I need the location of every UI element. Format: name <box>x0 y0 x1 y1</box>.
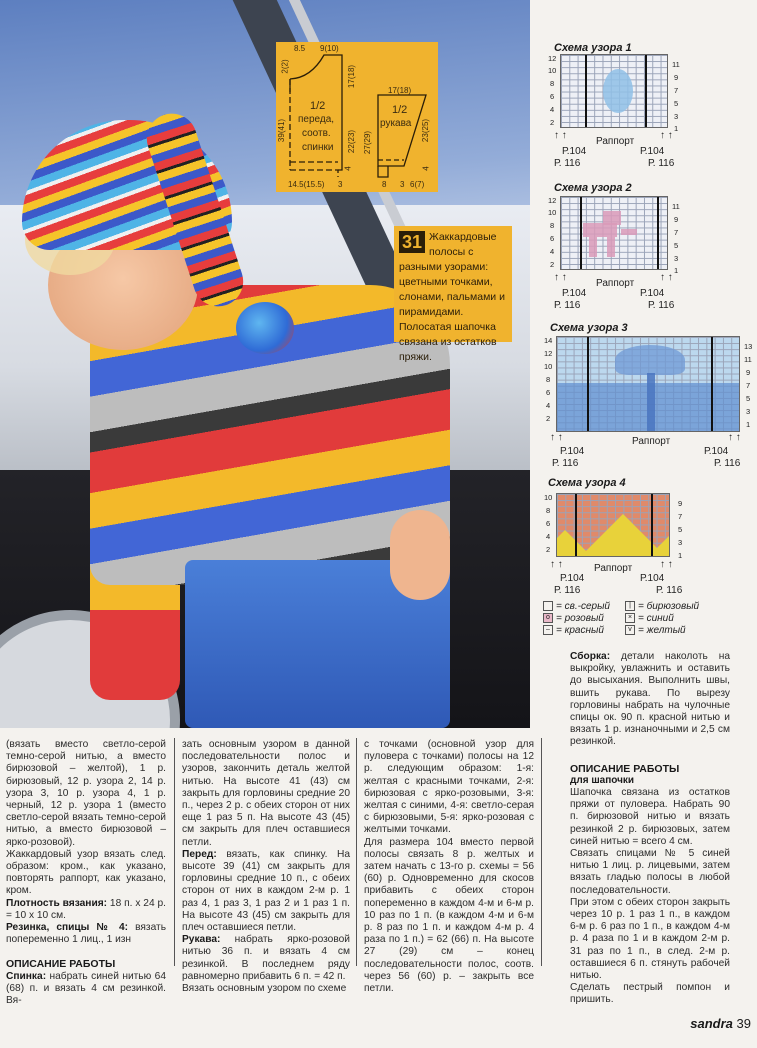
tick: 5 <box>678 525 683 534</box>
pattern-schematic <box>276 42 438 192</box>
arrow-icon: ↑ ↑ <box>660 272 673 283</box>
size-104-left: Р.104 <box>562 146 587 157</box>
motif-elephant-leg <box>607 237 615 257</box>
tick: 8 <box>546 506 551 515</box>
hat-paragraph-3: При этом с обеих сторон закрыть через 10 р. 1 раз 1 п., в каждом 6-м р. 6 раз по 1 п., в каждом 4-м р. 4 раза по 1 и в каждом 2-м р. 31 раз по 1 п., в след. 2-м р. оставшиеся 6 п. стянуть рабочей нитью. <box>570 896 730 982</box>
tick: 11 <box>672 202 680 211</box>
size-116-right: Р. 116 <box>648 300 675 311</box>
dim-left-height: 39(41) <box>277 118 287 143</box>
tick: 14 <box>544 336 553 345</box>
rapport-line-right <box>657 197 659 269</box>
photo-child-sweater <box>0 0 530 728</box>
text-column-2 <box>182 739 350 995</box>
motif-palm-trunk <box>647 373 655 432</box>
arrow-icon: ↑ ↑ <box>660 130 673 141</box>
magazine-brand: sandra <box>690 1016 733 1031</box>
tick: 10 <box>548 66 557 75</box>
arrow-icon: ↑ ↑ <box>554 272 567 283</box>
chart-pattern-3 <box>544 322 753 469</box>
tick: 3 <box>746 407 751 416</box>
rapport-label: Раппорт <box>596 136 635 147</box>
legend-item-turquoise: | = бирюзовый <box>625 601 699 612</box>
col2-paragraph-1: зать основным узором в данной последовательности полос и узоров, закончить деталь желтой нитью. На высоте 41 (43) см закрыть для горловины средние 20 п., через 2 р. с обеих сторон от них еще 1 раз 5 п. На высоте 43 (45) см закрыть для плеч оставшиеся петли. <box>182 739 350 848</box>
column-divider <box>356 738 357 966</box>
column-divider <box>541 738 542 966</box>
tick: 12 <box>548 54 557 63</box>
hat-pompom <box>236 302 294 354</box>
page-footer <box>690 1016 751 1031</box>
legend-item-blue: × = синий <box>625 613 674 624</box>
size-116-left: Р. 116 <box>554 585 581 596</box>
tick: 1 <box>678 551 683 560</box>
col1-paragraph-1: (вязать вместо светло-серой темно-серой нитью, а вместо бирюзовой – желтой), 1 р. бирюзовый, 12 р. узора 2, 14 р. узора 3, 10 р. узора 4, 1 р. черный, 12 р. узора 1 (вместо светло-серой вязать темно-серой нитью, а вместо бирюзовой – ярко-розовой). <box>6 739 166 848</box>
size-104-right: Р.104 <box>704 446 729 457</box>
back-paragraph: Спинка: набрать синей нитью 64 (68) п. и вязать 4 см резинкой. Вя- <box>6 970 166 1007</box>
arrow-icon: ↑ ↑ <box>554 130 567 141</box>
sleeve-label: рукава <box>380 118 412 129</box>
dim-top-right: 9(10) <box>320 44 339 53</box>
tick: 9 <box>674 215 679 224</box>
text-column-1 <box>6 739 166 1007</box>
chart-title: Схема узора 3 <box>550 322 628 334</box>
label-front: переда, <box>298 114 335 125</box>
chart-title: Схема узора 1 <box>554 42 632 54</box>
circle-square-icon: o <box>543 613 553 623</box>
size-104-left: Р.104 <box>560 573 585 584</box>
legend-item-light-gray: = св.-серый <box>543 601 610 612</box>
tick: 3 <box>674 112 679 121</box>
tick: 2 <box>546 414 551 423</box>
sleeve-dim-right: 23(25) <box>421 118 431 143</box>
size-104-left: Р.104 <box>562 288 587 299</box>
tick: 4 <box>546 401 551 410</box>
rapport-label: Раппорт <box>596 278 635 289</box>
arrow-icon: ↑ ↑ <box>728 432 741 443</box>
assembly-paragraph: Сборка: детали наколоть на выкройку, увлажнить и оставить до высыхания. Выполнить швы, вшить рукава. По вырезу горловины набрать на чулочные спицы ок. 90 п. красной нитью и вязать 1 р. изнаночными и 2,5 см резинкой. <box>570 651 730 748</box>
model-number: 31 <box>399 231 425 253</box>
tick: 5 <box>674 241 679 250</box>
tick: 4 <box>546 532 551 541</box>
rapport-line-left <box>585 55 587 127</box>
section-heading: ОПИСАНИЕ РАБОТЫ <box>570 762 680 775</box>
dim-left-small: 2(2) <box>280 59 290 74</box>
label-half: 1/2 <box>310 100 326 112</box>
tick: 13 <box>744 342 753 351</box>
col3-paragraph-2: Для размера 104 вместо первой полосы связать 8 р. желтых и затем начать с 13-го р. схемы = 56 (60) р. Одновременно для скосов прибавить с обеих сторон попеременно в каждом 4-м и 6-м р. 10 раз по 1 п. (в каждом 4-м и 6-м р. 8 раз по 1 п. и каждом 4-м р. 4 раза по 1 п.) = 62 (66) п. На высоте 27 (29) см – конец последовательности полос, соотв. через 56 (60) р. – закрыть все петли. <box>364 836 534 995</box>
chart-pattern-1 <box>548 42 698 172</box>
text-column-3 <box>364 739 534 995</box>
tick: 6 <box>550 234 555 243</box>
legend-item-red: – = красный <box>543 625 604 636</box>
sleeve-dim-bottom-mid: 3 <box>400 180 405 189</box>
motif-palm-crown <box>615 345 685 375</box>
tick: 2 <box>550 260 555 269</box>
tick: 10 <box>548 208 557 217</box>
sleeve-dim-bottom-left: 8 <box>382 180 387 189</box>
legend-item-pink: o = розовый <box>543 613 604 624</box>
sleeve-dim-rib: 4 <box>421 166 431 171</box>
size-116-right: Р. 116 <box>648 158 675 169</box>
tick: 10 <box>544 362 553 371</box>
size-116-left: Р. 116 <box>554 158 581 169</box>
rapport-label: Раппорт <box>594 563 633 574</box>
dash-square-icon: – <box>543 625 553 635</box>
chart-title: Схема узора 4 <box>548 477 626 489</box>
tick: 9 <box>746 368 751 377</box>
rapport-line-right <box>645 55 647 127</box>
tick: 8 <box>550 221 555 230</box>
size-116-left: Р. 116 <box>552 458 579 469</box>
tick: 5 <box>746 394 751 403</box>
col2-paragraph-last: Вязать основным узором по схеме <box>182 983 347 995</box>
size-104-left: Р.104 <box>560 446 585 457</box>
label-back: спинки <box>302 142 334 153</box>
size-104-right: Р.104 <box>640 146 665 157</box>
tick: 5 <box>674 99 679 108</box>
chart-pattern-2 <box>548 182 698 312</box>
column-divider <box>174 738 175 966</box>
tick: 6 <box>550 92 555 101</box>
chart-title: Схема узора 2 <box>554 182 632 194</box>
cross-square-icon: × <box>625 613 635 623</box>
dim-right-lower: 22(23) <box>347 129 357 154</box>
front-paragraph: Перед: вязать, как спинку. На высоте 39 (41) см закрыть для горловины средние 10 п., с обеих сторон от них в каждом 2-м р. 1 раз 4, 1 раз 3, 1 раз 2 и 1 раз 1 п. На высоте 43 (45) см закрыть для плеч оставшиеся петли. <box>182 848 350 934</box>
tick: 2 <box>550 118 555 127</box>
v-square-icon: v <box>625 625 635 635</box>
chart-grid <box>556 336 740 432</box>
tick: 11 <box>744 355 752 364</box>
hand <box>390 510 450 600</box>
dim-top-left: 8.5 <box>294 44 306 53</box>
tick: 4 <box>550 247 555 256</box>
tick: 11 <box>672 60 680 69</box>
label-corresponding: соотв. <box>302 128 331 139</box>
arrow-icon: ↑ ↑ <box>660 559 673 570</box>
arrow-icon: ↑ ↑ <box>550 432 563 443</box>
legend-item-yellow: v = желтый <box>625 625 686 636</box>
rapport-line-left <box>580 197 582 269</box>
sleeve-dim-top: 17(18) <box>388 86 412 95</box>
tick: 3 <box>678 538 683 547</box>
tick: 12 <box>548 196 557 205</box>
tick: 6 <box>546 388 551 397</box>
tick: 7 <box>746 381 751 390</box>
tick: 8 <box>546 375 551 384</box>
caption-text: Жаккардовые полосы с разными узорами: цветными точками, слонами, пальмами и пирамидами. Полосатая шапочка связана из остатков пряжи. <box>399 231 505 363</box>
dim-right-rib: 4 <box>343 166 353 171</box>
motif-elephant-leg <box>589 237 597 257</box>
section-subheading: для шапочки <box>570 774 635 786</box>
hat-paragraph-2: Связать спицами № 5 синей нитью 1 лиц. р. лицевыми, затем вязать гладью полосы в любой последовательности. <box>570 848 730 896</box>
dim-bottom: 14.5(15.5) <box>288 180 325 189</box>
motif-elephant-body <box>583 223 617 237</box>
rapport-line-right <box>711 337 713 431</box>
tick: 3 <box>674 254 679 263</box>
tick: 1 <box>746 420 751 429</box>
text-column-4 <box>570 651 730 1007</box>
square-icon <box>543 601 553 611</box>
tick: 1 <box>674 266 679 275</box>
tick: 2 <box>546 545 551 554</box>
size-116-left: Р. 116 <box>554 300 581 311</box>
size-104-right: Р.104 <box>640 288 665 299</box>
rapport-line-left <box>575 494 577 556</box>
tick: 7 <box>674 86 679 95</box>
motif-elephant-head <box>603 211 621 225</box>
section-heading: ОПИСАНИЕ РАБОТЫ <box>6 958 116 971</box>
tick: 7 <box>674 228 679 237</box>
photo-caption <box>394 226 512 363</box>
motif-dot <box>603 69 633 113</box>
motif-elephant-trunk <box>621 229 637 235</box>
tick: 9 <box>678 499 683 508</box>
tick: 7 <box>678 512 683 521</box>
rapport-line-left <box>587 337 589 431</box>
tick: 1 <box>674 124 679 133</box>
tick: 8 <box>550 79 555 88</box>
col1-paragraph-2: Жаккардовый узор вязать след. образом: кром., как указано, повторять раппорт, как указано, кром. <box>6 848 166 897</box>
tick: 9 <box>674 73 679 82</box>
rapport-label: Раппорт <box>632 436 671 447</box>
hat-paragraph-1: Шапочка связана из остатков пряжи от пуловера. Набрать 90 п. бирюзовой нитью и вязать резинкой 2 р. бирюзовых, затем синей нитью = всего 4 см. <box>570 787 730 847</box>
page-number: 39 <box>736 1016 751 1031</box>
dim-right-upper: 17(18) <box>347 64 357 89</box>
col3-paragraph-1: с точками (основной узор для пуловера с точками) полосы на 12 р. следующим образом: 1-я: желтая с красными точками, 2-я: бирюзовая с ярко-розовыми, 3-я: желтая с синими, 4-я: светло-серая с бирюзовыми, 5-я: ярко-розовая с желтыми точками. <box>364 739 534 836</box>
chart-grid <box>560 196 668 270</box>
chart-grid <box>560 54 668 128</box>
tick: 4 <box>550 105 555 114</box>
density-paragraph: Плотность вязания: 18 п. х 24 р. = 10 х 10 см. <box>6 897 166 921</box>
sleeve-dim-left: 27(29) <box>363 130 373 155</box>
sleeves-paragraph: Рукава: набрать ярко-розовой нитью 36 п. и вязать 4 см резинкой. В последнем ряду равномерно прибавить 6 п. = 42 п. <box>182 934 350 982</box>
tick: 10 <box>544 493 553 502</box>
sleeve-label-half: 1/2 <box>392 104 408 116</box>
size-116-right: Р. 116 <box>714 458 741 469</box>
size-116-right: Р. 116 <box>656 585 683 596</box>
tick: 12 <box>544 349 553 358</box>
tick: 6 <box>546 519 551 528</box>
sleeve-dim-bottom-right: 6(7) <box>410 180 425 189</box>
arrow-icon: ↑ ↑ <box>550 559 563 570</box>
size-104-right: Р.104 <box>640 573 665 584</box>
hat-paragraph-4: Сделать пестрый помпон и пришить. <box>570 982 730 1006</box>
rib-paragraph: Резинка, спицы № 4: вязать попеременно 1 лиц., 1 изн <box>6 922 166 946</box>
chart-pattern-4 <box>544 477 718 597</box>
bar-square-icon: | <box>625 601 635 611</box>
chart-grid <box>556 493 670 557</box>
rapport-line-right <box>651 494 653 556</box>
dim-bottom-small: 3 <box>338 180 343 189</box>
